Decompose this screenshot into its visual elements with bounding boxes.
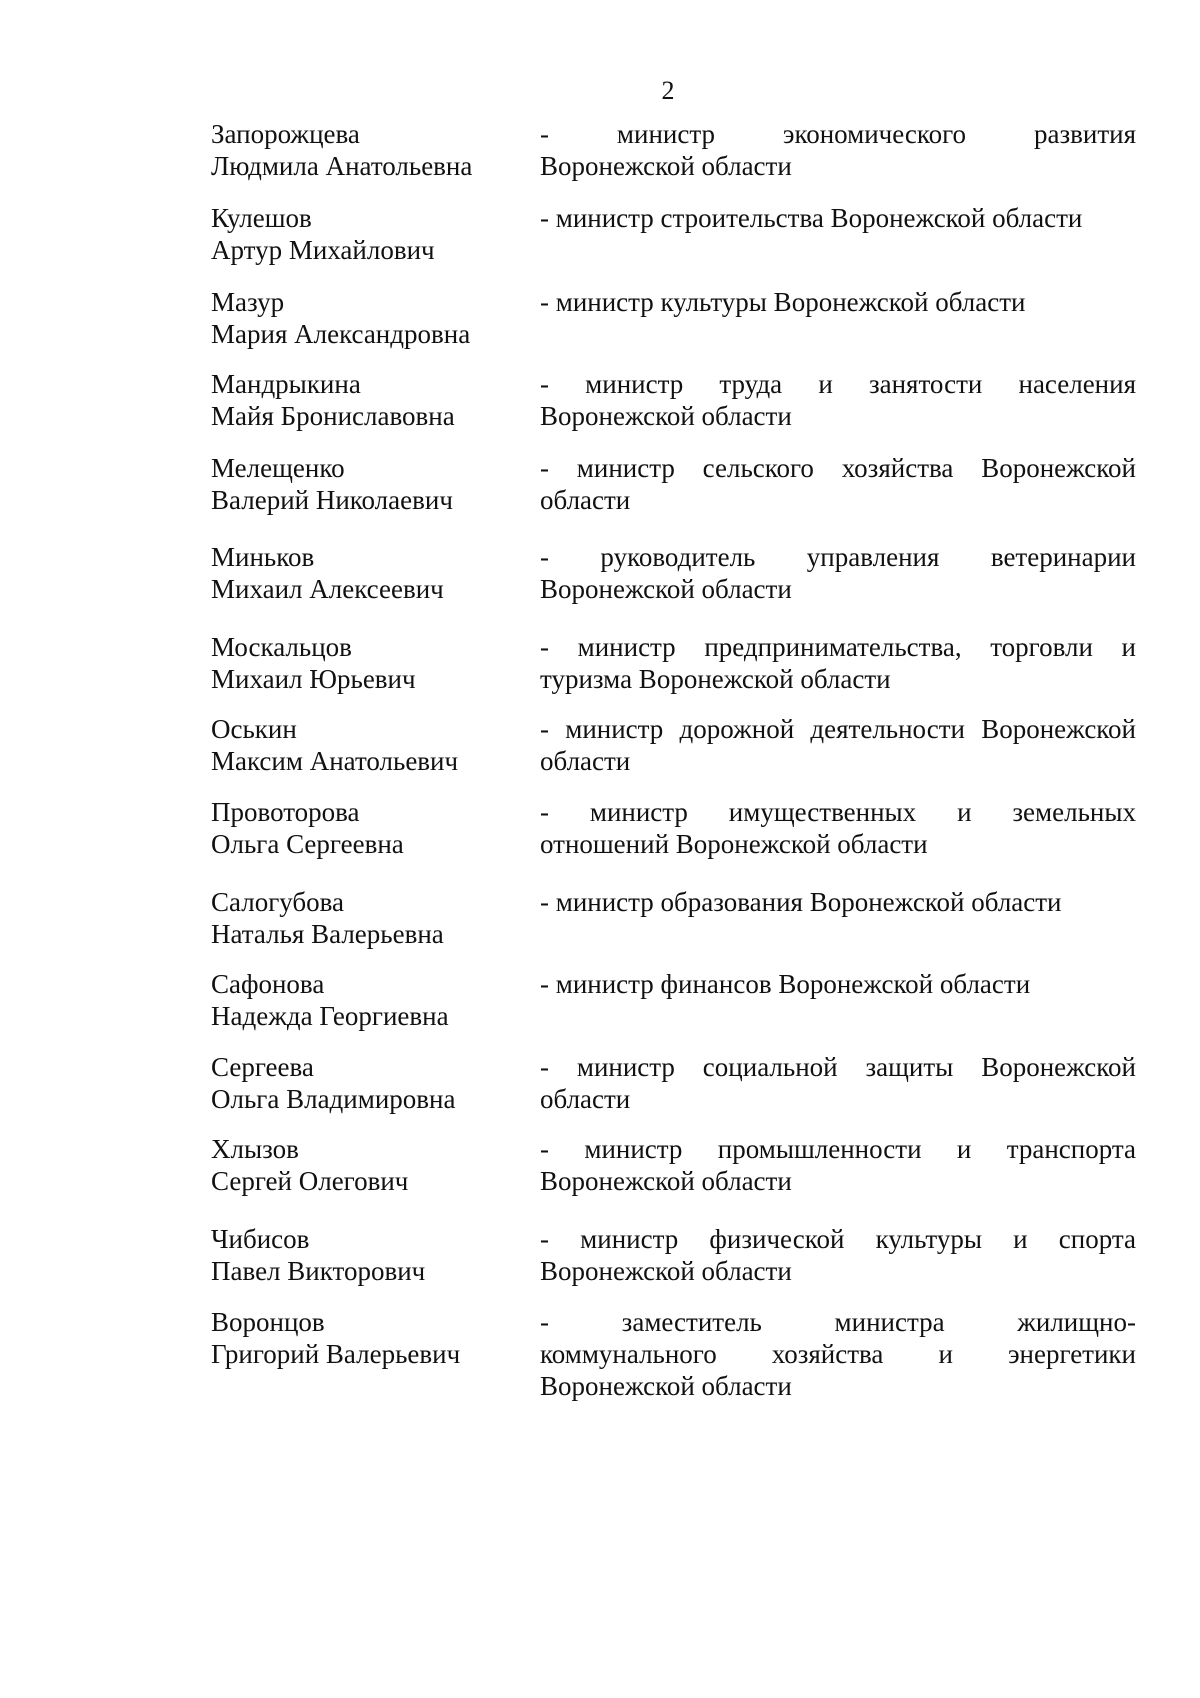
official-position bbox=[540, 368, 1136, 432]
position-line: - министр культуры Воронежской области bbox=[540, 287, 1026, 317]
official-given-names: Михаил Алексеевич bbox=[211, 574, 444, 604]
official-given-names: Сергей Олегович bbox=[211, 1166, 409, 1196]
position-line: Воронежской области bbox=[540, 1166, 792, 1196]
official-surname: Оськин bbox=[211, 714, 297, 744]
position-line: области bbox=[540, 1084, 631, 1114]
position-line: области bbox=[540, 485, 631, 515]
position-line: отношений Воронежской области bbox=[540, 829, 928, 859]
official-given-names: Павел Викторович bbox=[211, 1256, 426, 1286]
official-given-names: Людмила Анатольевна bbox=[211, 151, 473, 181]
official-name bbox=[211, 368, 511, 432]
position-line: - министр образования Воронежской области bbox=[540, 887, 1062, 917]
position-line: туризма Воронежской области bbox=[540, 664, 891, 694]
position-line: - министр труда и занятости населения bbox=[540, 369, 1136, 399]
official-position bbox=[540, 1051, 1136, 1115]
official-name bbox=[211, 286, 511, 350]
official-surname: Запорожцева bbox=[211, 119, 360, 149]
position-line: - министр экономического развития bbox=[540, 119, 1136, 149]
official-position bbox=[540, 202, 1136, 234]
official-position bbox=[540, 452, 1136, 516]
official-name bbox=[211, 886, 511, 950]
official-position bbox=[540, 631, 1136, 695]
official-name bbox=[211, 541, 511, 605]
official-given-names: Артур Михайлович bbox=[211, 235, 435, 265]
official-name bbox=[211, 1051, 511, 1115]
official-position bbox=[540, 1306, 1136, 1402]
official-given-names: Ольга Сергеевна bbox=[211, 829, 404, 859]
official-position bbox=[540, 713, 1136, 777]
official-given-names: Надежда Георгиевна bbox=[211, 1001, 449, 1031]
official-position bbox=[540, 118, 1136, 182]
official-given-names: Мария Александровна bbox=[211, 319, 471, 349]
official-surname: Кулешов bbox=[211, 203, 312, 233]
position-line: - министр промышленности и транспорта bbox=[540, 1134, 1136, 1164]
official-name bbox=[211, 118, 511, 182]
official-given-names: Валерий Николаевич bbox=[211, 485, 453, 515]
official-surname: Салогубова bbox=[211, 887, 345, 917]
official-surname: Мандрыкина bbox=[211, 369, 361, 399]
position-line: - заместитель министра жилищно- bbox=[540, 1307, 1136, 1337]
official-surname: Воронцов bbox=[211, 1307, 325, 1337]
official-position bbox=[540, 1223, 1136, 1287]
official-name bbox=[211, 1223, 511, 1287]
official-position bbox=[540, 541, 1136, 605]
official-surname: Сафонова bbox=[211, 969, 325, 999]
official-surname: Миньков bbox=[211, 542, 315, 572]
official-given-names: Григорий Валерьевич bbox=[211, 1339, 461, 1369]
position-line: Воронежской области bbox=[540, 1256, 792, 1286]
official-name bbox=[211, 631, 511, 695]
position-line: - министр предпринимательства, торговли и bbox=[540, 632, 1136, 662]
position-line: - министр физической культуры и спорта bbox=[540, 1224, 1136, 1254]
official-surname: Чибисов bbox=[211, 1224, 310, 1254]
official-position bbox=[540, 286, 1136, 318]
official-surname: Сергеева bbox=[211, 1052, 314, 1082]
official-position bbox=[540, 886, 1136, 918]
position-line: - руководитель управления ветеринарии bbox=[540, 542, 1136, 572]
official-name bbox=[211, 796, 511, 860]
position-line: - министр финансов Воронежской области bbox=[540, 969, 1031, 999]
official-position bbox=[540, 796, 1136, 860]
official-name bbox=[211, 202, 511, 266]
official-given-names: Михаил Юрьевич bbox=[211, 664, 416, 694]
official-position bbox=[540, 1133, 1136, 1197]
official-surname: Хлызов bbox=[211, 1134, 299, 1164]
position-line: Воронежской области bbox=[540, 401, 792, 431]
official-name bbox=[211, 1306, 511, 1370]
official-name bbox=[211, 968, 511, 1032]
position-line: области bbox=[540, 746, 631, 776]
official-given-names: Максим Анатольевич bbox=[211, 746, 459, 776]
position-line: - министр дорожной деятельности Воронежской bbox=[540, 714, 1136, 744]
position-line: - министр строительства Воронежской области bbox=[540, 203, 1083, 233]
page-number: 2 bbox=[661, 76, 675, 105]
official-given-names: Майя Брониславовна bbox=[211, 401, 455, 431]
official-surname: Провоторова bbox=[211, 797, 360, 827]
position-line: Воронежской области bbox=[540, 574, 792, 604]
position-line: Воронежской области bbox=[540, 1371, 792, 1401]
position-line: Воронежской области bbox=[540, 151, 792, 181]
official-name bbox=[211, 713, 511, 777]
position-line: - министр имущественных и земельных bbox=[540, 797, 1136, 827]
position-line: коммунального хозяйства и энергетики bbox=[540, 1339, 1136, 1369]
official-position bbox=[540, 968, 1136, 1000]
position-line: - министр сельского хозяйства Воронежской bbox=[540, 453, 1136, 483]
official-name bbox=[211, 452, 511, 516]
official-surname: Мазур bbox=[211, 287, 285, 317]
official-given-names: Наталья Валерьевна bbox=[211, 919, 444, 949]
official-surname: Москальцов bbox=[211, 632, 352, 662]
official-surname: Мелещенко bbox=[211, 453, 345, 483]
position-line: - министр социальной защиты Воронежской bbox=[540, 1052, 1136, 1082]
official-given-names: Ольга Владимировна bbox=[211, 1084, 456, 1114]
official-name bbox=[211, 1133, 511, 1197]
